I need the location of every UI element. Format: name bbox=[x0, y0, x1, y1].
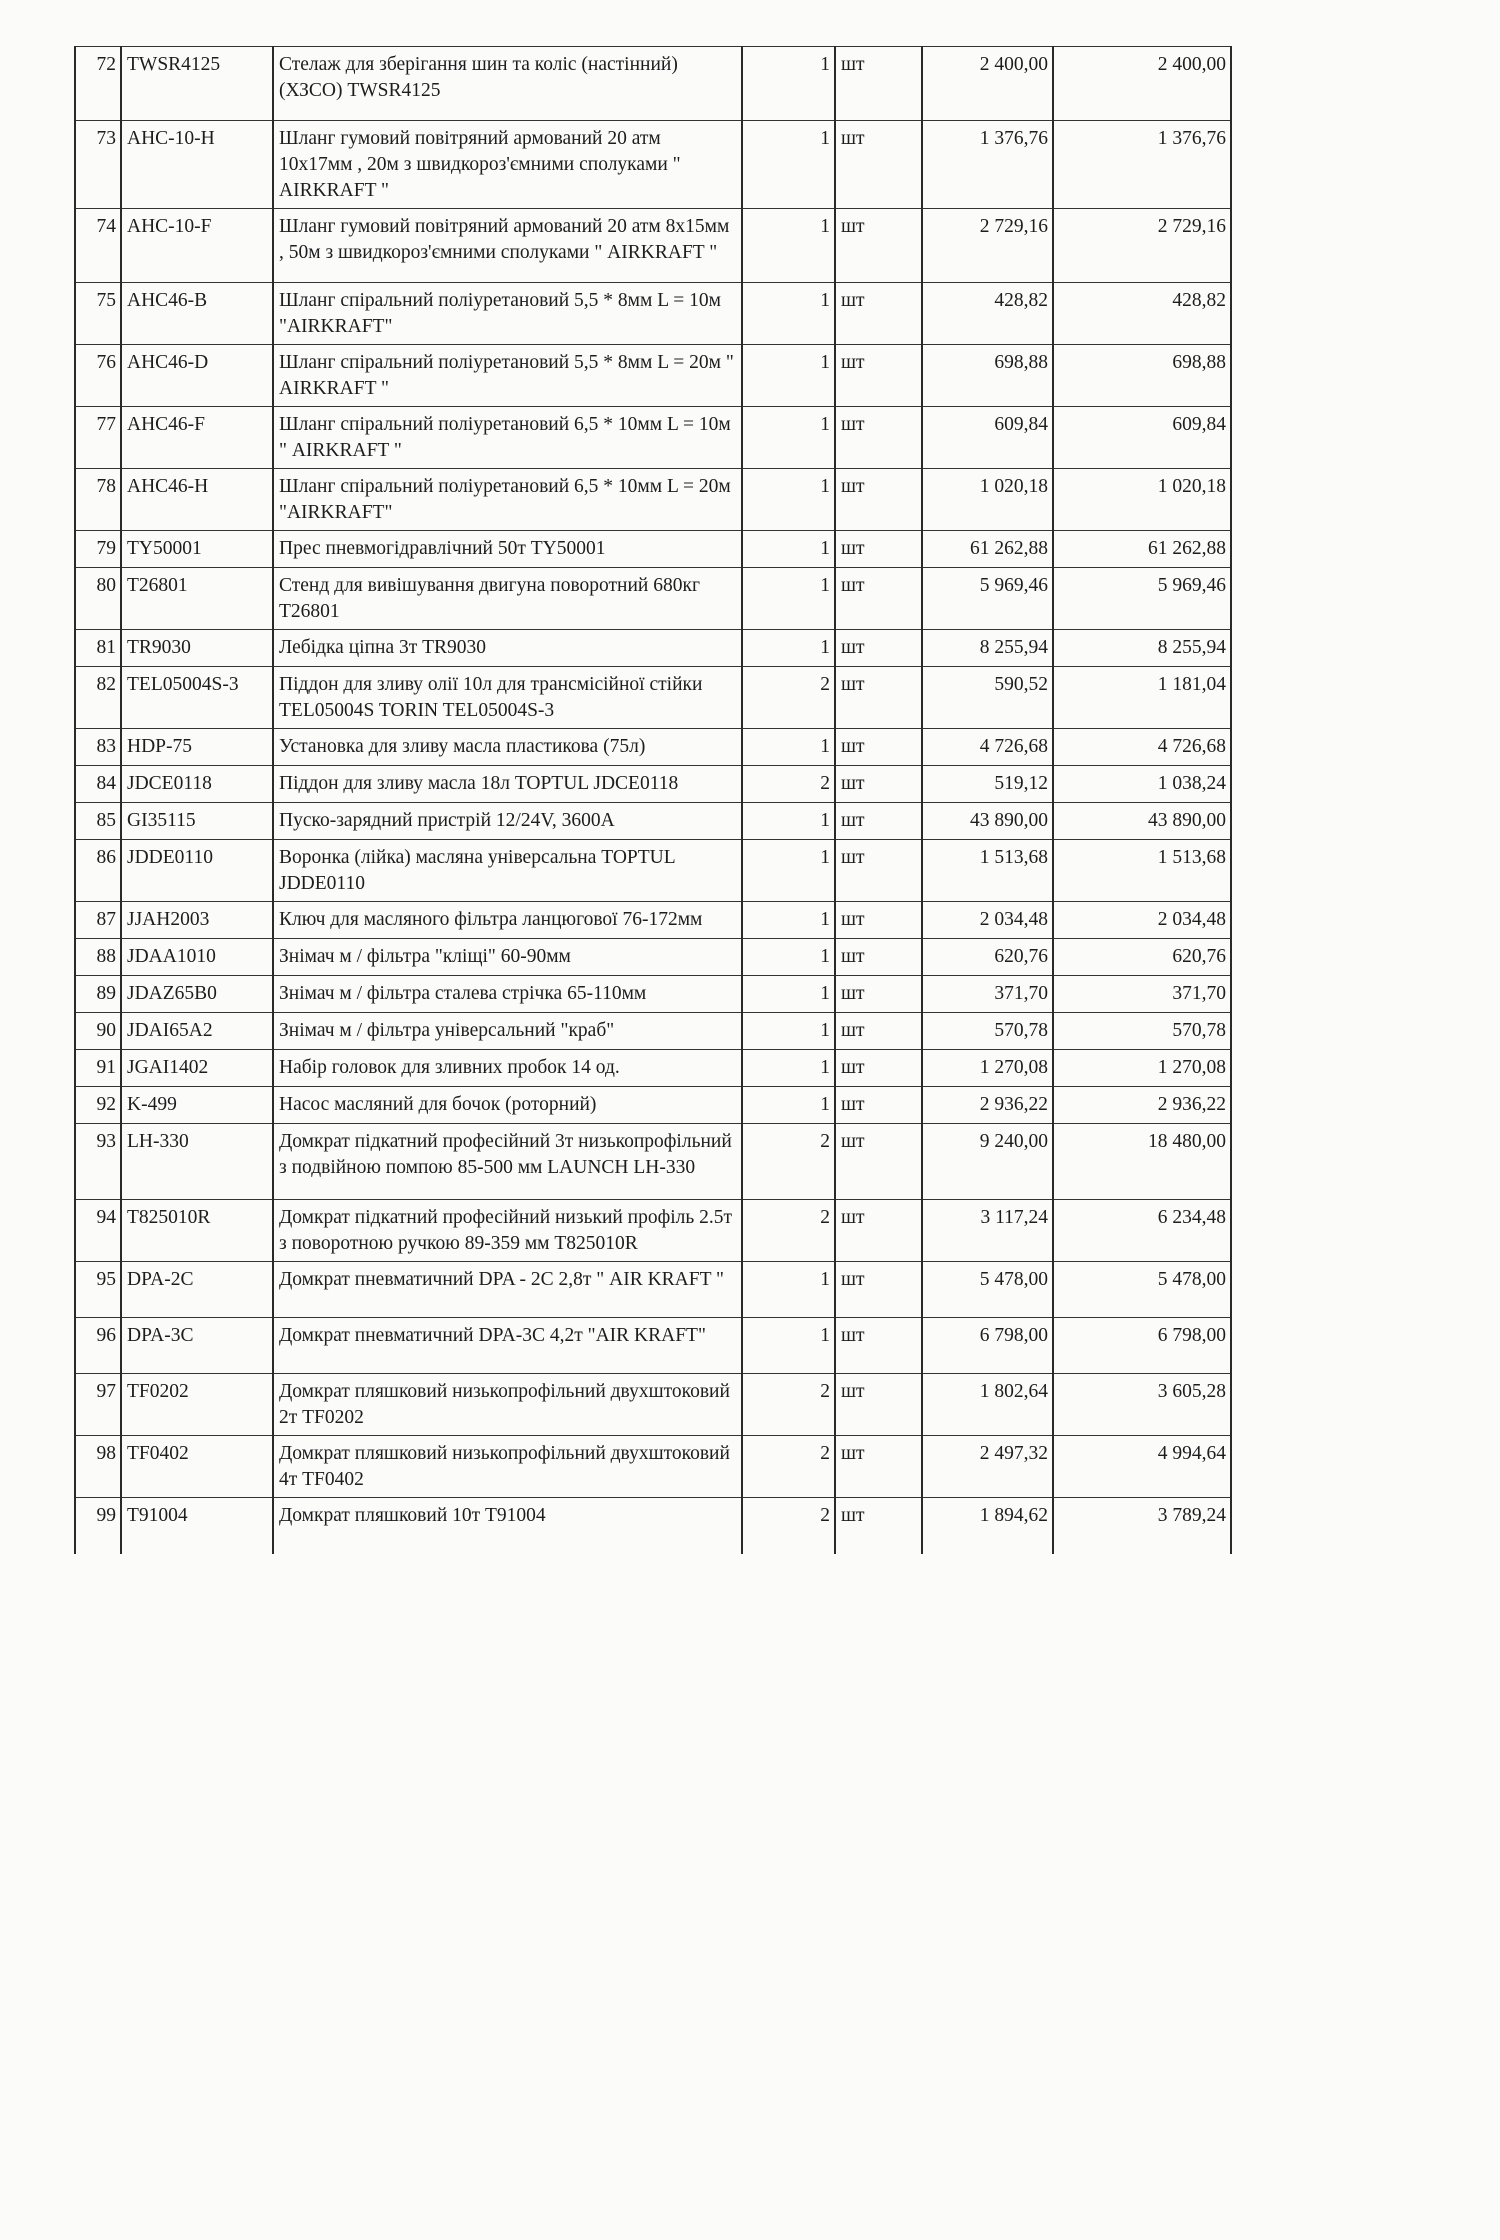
table-row bbox=[75, 407, 1231, 469]
item-sum: 4 994,64 bbox=[1053, 1436, 1231, 1498]
item-sum: 1 270,08 bbox=[1053, 1050, 1231, 1087]
item-unit: шт bbox=[835, 121, 922, 209]
item-price: 5 478,00 bbox=[922, 1262, 1053, 1318]
item-price: 570,78 bbox=[922, 1013, 1053, 1050]
table-row bbox=[75, 667, 1231, 729]
item-price: 2 497,32 bbox=[922, 1436, 1053, 1498]
item-code: JDAI65A2 bbox=[121, 1013, 273, 1050]
item-quantity: 1 bbox=[742, 121, 835, 209]
item-unit: шт bbox=[835, 1498, 922, 1554]
item-code: LH-330 bbox=[121, 1124, 273, 1200]
item-number: 95 bbox=[75, 1262, 121, 1318]
table-row bbox=[75, 121, 1231, 209]
item-code: AHC46-B bbox=[121, 283, 273, 345]
item-sum: 1 513,68 bbox=[1053, 840, 1231, 902]
item-sum: 6 234,48 bbox=[1053, 1200, 1231, 1262]
item-code: TR9030 bbox=[121, 630, 273, 667]
item-description: Стенд для вивішування двигуна поворотний 680кг T26801 bbox=[273, 568, 742, 630]
table-row bbox=[75, 47, 1231, 121]
item-number: 83 bbox=[75, 729, 121, 766]
item-unit: шт bbox=[835, 47, 922, 121]
item-code: TWSR4125 bbox=[121, 47, 273, 121]
item-quantity: 1 bbox=[742, 902, 835, 939]
item-quantity: 1 bbox=[742, 47, 835, 121]
item-number: 78 bbox=[75, 469, 121, 531]
item-code: T91004 bbox=[121, 1498, 273, 1554]
item-quantity: 1 bbox=[742, 840, 835, 902]
item-description: Набір головок для зливних пробок 14 од. bbox=[273, 1050, 742, 1087]
item-quantity: 2 bbox=[742, 1374, 835, 1436]
item-sum: 371,70 bbox=[1053, 976, 1231, 1013]
item-unit: шт bbox=[835, 939, 922, 976]
item-quantity: 1 bbox=[742, 469, 835, 531]
item-price: 4 726,68 bbox=[922, 729, 1053, 766]
item-unit: шт bbox=[835, 1087, 922, 1124]
item-sum: 43 890,00 bbox=[1053, 803, 1231, 840]
table-row bbox=[75, 469, 1231, 531]
item-number: 98 bbox=[75, 1436, 121, 1498]
item-description: Знімач м / фільтра сталева стрічка 65-110мм bbox=[273, 976, 742, 1013]
item-description: Домкрат пневматичний DPA-3C 4,2т "AIR KRAFT" bbox=[273, 1318, 742, 1374]
item-sum: 61 262,88 bbox=[1053, 531, 1231, 568]
item-price: 609,84 bbox=[922, 407, 1053, 469]
item-code: TF0402 bbox=[121, 1436, 273, 1498]
item-code: HDP-75 bbox=[121, 729, 273, 766]
table-row bbox=[75, 976, 1231, 1013]
item-price: 1 376,76 bbox=[922, 121, 1053, 209]
item-number: 87 bbox=[75, 902, 121, 939]
item-unit: шт bbox=[835, 766, 922, 803]
table-row bbox=[75, 902, 1231, 939]
item-number: 76 bbox=[75, 345, 121, 407]
item-quantity: 1 bbox=[742, 803, 835, 840]
item-description: Шланг гумовий повітряний армований 20 атм 8х15мм , 50м з швидкороз'ємними сполуками " AIRKRAFT " bbox=[273, 209, 742, 283]
item-unit: шт bbox=[835, 531, 922, 568]
item-description: Стелаж для зберігання шин та коліс (настінний) (ХЗСО) TWSR4125 bbox=[273, 47, 742, 121]
item-quantity: 1 bbox=[742, 568, 835, 630]
item-quantity: 1 bbox=[742, 1262, 835, 1318]
item-unit: шт bbox=[835, 630, 922, 667]
item-description: Знімач м / фільтра універсальний "краб" bbox=[273, 1013, 742, 1050]
item-code: AHC46-F bbox=[121, 407, 273, 469]
item-description: Піддон для зливу масла 18л TOPTUL JDCE0118 bbox=[273, 766, 742, 803]
item-price: 9 240,00 bbox=[922, 1124, 1053, 1200]
item-quantity: 2 bbox=[742, 1498, 835, 1554]
item-quantity: 2 bbox=[742, 1436, 835, 1498]
item-price: 61 262,88 bbox=[922, 531, 1053, 568]
item-unit: шт bbox=[835, 902, 922, 939]
item-unit: шт bbox=[835, 667, 922, 729]
table-row bbox=[75, 1374, 1231, 1436]
item-number: 94 bbox=[75, 1200, 121, 1262]
item-price: 371,70 bbox=[922, 976, 1053, 1013]
item-unit: шт bbox=[835, 1013, 922, 1050]
item-unit: шт bbox=[835, 209, 922, 283]
item-description: Шланг спіральний поліуретановий 6,5 * 10мм L = 20м "AIRKRAFT" bbox=[273, 469, 742, 531]
item-price: 428,82 bbox=[922, 283, 1053, 345]
item-description: Знімач м / фільтра "кліщі" 60-90мм bbox=[273, 939, 742, 976]
item-number: 88 bbox=[75, 939, 121, 976]
item-unit: шт bbox=[835, 1318, 922, 1374]
table-row bbox=[75, 939, 1231, 976]
item-unit: шт bbox=[835, 1436, 922, 1498]
table-row bbox=[75, 283, 1231, 345]
item-description: Пуско-зарядний пристрій 12/24V, 3600А bbox=[273, 803, 742, 840]
item-price: 698,88 bbox=[922, 345, 1053, 407]
item-price: 5 969,46 bbox=[922, 568, 1053, 630]
table-row bbox=[75, 729, 1231, 766]
item-quantity: 1 bbox=[742, 1318, 835, 1374]
item-description: Піддон для зливу олії 10л для трансмісійної стійки TEL05004S TORIN TEL05004S-3 bbox=[273, 667, 742, 729]
table-row bbox=[75, 766, 1231, 803]
table-row bbox=[75, 1013, 1231, 1050]
item-quantity: 1 bbox=[742, 630, 835, 667]
item-description: Шланг гумовий повітряний армований 20 атм 10х17мм , 20м з швидкороз'ємними сполуками " AIRKRAFT " bbox=[273, 121, 742, 209]
item-price: 43 890,00 bbox=[922, 803, 1053, 840]
item-unit: шт bbox=[835, 1262, 922, 1318]
item-price: 590,52 bbox=[922, 667, 1053, 729]
item-quantity: 1 bbox=[742, 939, 835, 976]
item-description: Установка для зливу масла пластикова (75л) bbox=[273, 729, 742, 766]
item-description: Ключ для масляного фільтра ланцюгової 76-172мм bbox=[273, 902, 742, 939]
item-price: 2 936,22 bbox=[922, 1087, 1053, 1124]
table-row bbox=[75, 1200, 1231, 1262]
item-price: 519,12 bbox=[922, 766, 1053, 803]
item-code: JJAH2003 bbox=[121, 902, 273, 939]
item-price: 1 270,08 bbox=[922, 1050, 1053, 1087]
item-description: Шланг спіральний поліуретановий 5,5 * 8мм L = 20м " AIRKRAFT " bbox=[273, 345, 742, 407]
item-sum: 1 376,76 bbox=[1053, 121, 1231, 209]
item-number: 97 bbox=[75, 1374, 121, 1436]
item-price: 1 513,68 bbox=[922, 840, 1053, 902]
item-quantity: 1 bbox=[742, 345, 835, 407]
table-row bbox=[75, 1050, 1231, 1087]
item-sum: 428,82 bbox=[1053, 283, 1231, 345]
table-row bbox=[75, 1318, 1231, 1374]
item-unit: шт bbox=[835, 345, 922, 407]
table-row bbox=[75, 1124, 1231, 1200]
item-unit: шт bbox=[835, 729, 922, 766]
item-quantity: 1 bbox=[742, 209, 835, 283]
table-row bbox=[75, 1498, 1231, 1554]
table-row bbox=[75, 568, 1231, 630]
item-sum: 1 020,18 bbox=[1053, 469, 1231, 531]
item-code: TY50001 bbox=[121, 531, 273, 568]
item-quantity: 1 bbox=[742, 407, 835, 469]
item-code: JGAI1402 bbox=[121, 1050, 273, 1087]
table-row bbox=[75, 345, 1231, 407]
item-unit: шт bbox=[835, 803, 922, 840]
item-number: 92 bbox=[75, 1087, 121, 1124]
item-unit: шт bbox=[835, 1124, 922, 1200]
item-sum: 1 038,24 bbox=[1053, 766, 1231, 803]
item-unit: шт bbox=[835, 283, 922, 345]
item-code: T26801 bbox=[121, 568, 273, 630]
item-quantity: 2 bbox=[742, 766, 835, 803]
item-description: Шланг спіральний поліуретановий 6,5 * 10мм L = 10м " AIRKRAFT " bbox=[273, 407, 742, 469]
item-number: 72 bbox=[75, 47, 121, 121]
item-quantity: 1 bbox=[742, 531, 835, 568]
item-code: AHC46-H bbox=[121, 469, 273, 531]
item-number: 74 bbox=[75, 209, 121, 283]
item-description: Домкрат підкатний професійний низький профіль 2.5т з поворотною ручкою 89-359 мм T825010R bbox=[273, 1200, 742, 1262]
item-sum: 2 400,00 bbox=[1053, 47, 1231, 121]
item-sum: 2 936,22 bbox=[1053, 1087, 1231, 1124]
item-sum: 5 969,46 bbox=[1053, 568, 1231, 630]
item-number: 80 bbox=[75, 568, 121, 630]
table-row bbox=[75, 1436, 1231, 1498]
item-description: Домкрат пляшковий низькопрофільний двухштоковий 2т TF0202 bbox=[273, 1374, 742, 1436]
item-description: Лебідка ціпна 3т TR9030 bbox=[273, 630, 742, 667]
item-number: 99 bbox=[75, 1498, 121, 1554]
item-code: DPA-3C bbox=[121, 1318, 273, 1374]
item-price: 2 034,48 bbox=[922, 902, 1053, 939]
item-unit: шт bbox=[835, 976, 922, 1013]
item-number: 90 bbox=[75, 1013, 121, 1050]
item-code: TEL05004S-3 bbox=[121, 667, 273, 729]
item-code: JDAA1010 bbox=[121, 939, 273, 976]
item-sum: 3 789,24 bbox=[1053, 1498, 1231, 1554]
item-description: Прес пневмогідравлічний 50т TY50001 bbox=[273, 531, 742, 568]
item-sum: 2 034,48 bbox=[1053, 902, 1231, 939]
item-number: 81 bbox=[75, 630, 121, 667]
item-code: GI35115 bbox=[121, 803, 273, 840]
item-number: 75 bbox=[75, 283, 121, 345]
item-price: 6 798,00 bbox=[922, 1318, 1053, 1374]
item-unit: шт bbox=[835, 469, 922, 531]
item-sum: 6 798,00 bbox=[1053, 1318, 1231, 1374]
item-unit: шт bbox=[835, 407, 922, 469]
item-description: Воронка (лійка) масляна універсальна TOPTUL JDDE0110 bbox=[273, 840, 742, 902]
table-row bbox=[75, 209, 1231, 283]
table-row bbox=[75, 531, 1231, 568]
item-sum: 698,88 bbox=[1053, 345, 1231, 407]
item-quantity: 1 bbox=[742, 729, 835, 766]
item-number: 77 bbox=[75, 407, 121, 469]
item-description: Домкрат пляшковий 10т T91004 bbox=[273, 1498, 742, 1554]
item-code: AHC-10-H bbox=[121, 121, 273, 209]
item-number: 82 bbox=[75, 667, 121, 729]
item-quantity: 1 bbox=[742, 976, 835, 1013]
item-quantity: 2 bbox=[742, 1124, 835, 1200]
item-code: TF0202 bbox=[121, 1374, 273, 1436]
table-row bbox=[75, 840, 1231, 902]
item-description: Домкрат пляшковий низькопрофільний двухштоковий 4т TF0402 bbox=[273, 1436, 742, 1498]
item-code: DPA-2C bbox=[121, 1262, 273, 1318]
item-price: 2 729,16 bbox=[922, 209, 1053, 283]
item-price: 8 255,94 bbox=[922, 630, 1053, 667]
item-unit: шт bbox=[835, 1050, 922, 1087]
item-sum: 5 478,00 bbox=[1053, 1262, 1231, 1318]
item-description: Шланг спіральний поліуретановий 5,5 * 8мм L = 10м "AIRKRAFT" bbox=[273, 283, 742, 345]
table-body bbox=[75, 47, 1231, 1554]
item-sum: 18 480,00 bbox=[1053, 1124, 1231, 1200]
table-row bbox=[75, 1262, 1231, 1318]
item-unit: шт bbox=[835, 840, 922, 902]
item-number: 73 bbox=[75, 121, 121, 209]
item-sum: 2 729,16 bbox=[1053, 209, 1231, 283]
item-quantity: 1 bbox=[742, 283, 835, 345]
item-code: AHC46-D bbox=[121, 345, 273, 407]
item-description: Домкрат пневматичний DPA - 2C 2,8т " AIR KRAFT " bbox=[273, 1262, 742, 1318]
item-unit: шт bbox=[835, 1374, 922, 1436]
item-code: K-499 bbox=[121, 1087, 273, 1124]
item-sum: 570,78 bbox=[1053, 1013, 1231, 1050]
item-number: 86 bbox=[75, 840, 121, 902]
item-price: 1 802,64 bbox=[922, 1374, 1053, 1436]
item-number: 84 bbox=[75, 766, 121, 803]
item-number: 79 bbox=[75, 531, 121, 568]
item-code: T825010R bbox=[121, 1200, 273, 1262]
item-quantity: 2 bbox=[742, 1200, 835, 1262]
item-quantity: 1 bbox=[742, 1050, 835, 1087]
item-sum: 4 726,68 bbox=[1053, 729, 1231, 766]
item-number: 91 bbox=[75, 1050, 121, 1087]
item-quantity: 2 bbox=[742, 667, 835, 729]
item-sum: 3 605,28 bbox=[1053, 1374, 1231, 1436]
item-sum: 8 255,94 bbox=[1053, 630, 1231, 667]
table-row bbox=[75, 630, 1231, 667]
item-quantity: 1 bbox=[742, 1013, 835, 1050]
item-number: 89 bbox=[75, 976, 121, 1013]
item-sum: 609,84 bbox=[1053, 407, 1231, 469]
item-code: JDAZ65B0 bbox=[121, 976, 273, 1013]
item-sum: 620,76 bbox=[1053, 939, 1231, 976]
item-price: 2 400,00 bbox=[922, 47, 1053, 121]
item-code: JDCE0118 bbox=[121, 766, 273, 803]
item-description: Насос масляний для бочок (роторний) bbox=[273, 1087, 742, 1124]
item-price: 1 894,62 bbox=[922, 1498, 1053, 1554]
item-price: 3 117,24 bbox=[922, 1200, 1053, 1262]
items-table bbox=[74, 46, 1232, 1554]
item-unit: шт bbox=[835, 1200, 922, 1262]
item-unit: шт bbox=[835, 568, 922, 630]
item-price: 1 020,18 bbox=[922, 469, 1053, 531]
item-code: JDDE0110 bbox=[121, 840, 273, 902]
item-description: Домкрат підкатний професійний 3т низькопрофільний з подвійною помпою 85-500 мм LAUNCH LH-330 bbox=[273, 1124, 742, 1200]
item-code: AHC-10-F bbox=[121, 209, 273, 283]
item-sum: 1 181,04 bbox=[1053, 667, 1231, 729]
item-number: 96 bbox=[75, 1318, 121, 1374]
item-price: 620,76 bbox=[922, 939, 1053, 976]
table-row bbox=[75, 1087, 1231, 1124]
item-number: 85 bbox=[75, 803, 121, 840]
item-number: 93 bbox=[75, 1124, 121, 1200]
table-row bbox=[75, 803, 1231, 840]
item-quantity: 1 bbox=[742, 1087, 835, 1124]
